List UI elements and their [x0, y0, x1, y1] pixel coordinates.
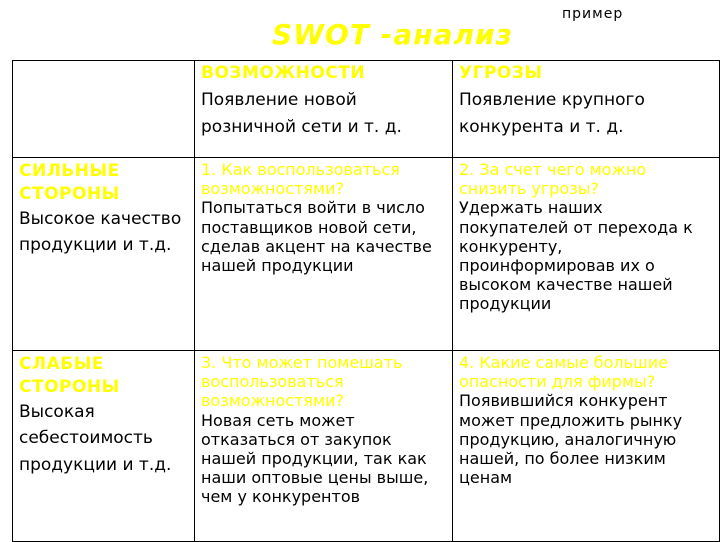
- weaknesses-title: СЛАБЫЕ СТОРОНЫ: [19, 354, 120, 397]
- opportunities-header-cell: [195, 61, 453, 158]
- wt-answer: Появившийся конкурент может предложить рынку продукцию, аналогичную нашей, по более низким ценам: [459, 391, 683, 488]
- wo-cell: [195, 351, 453, 542]
- threats-description: Появление крупного конкурента и т. д.: [459, 90, 645, 137]
- wo-question: 3. Что может помешать воспользоваться возможностями?: [201, 353, 403, 411]
- strengths-row: [13, 158, 720, 351]
- opportunities-title: ВОЗМОЖНОСТИ: [201, 63, 366, 83]
- threats-header-cell: [453, 61, 720, 158]
- example-label: пример: [562, 6, 624, 22]
- so-cell: [195, 158, 453, 351]
- swot-table: [12, 60, 720, 542]
- st-cell: [453, 158, 720, 351]
- opportunities-description: Появление новой розничной сети и т. д.: [201, 90, 402, 137]
- weaknesses-row: [13, 351, 720, 542]
- slide-title: SWOT -анализ: [272, 18, 513, 51]
- st-question: 2. За счет чего можно снизить угрозы?: [459, 160, 647, 199]
- wo-answer: Новая сеть может отказаться от закупок нашей продукции, так как наши оптовые цены выше, чем у конкурентов: [201, 410, 429, 507]
- strengths-title: СИЛЬНЫЕ СТОРОНЫ: [19, 161, 120, 204]
- wt-question: 4. Какие самые большие опасности для фирмы?: [459, 353, 668, 392]
- table-header-row: [13, 61, 720, 158]
- so-answer: Попытаться войти в число поставщиков новой сети, сделав акцент на качестве нашей продукции: [201, 198, 432, 275]
- weaknesses-description: Высокая себестоимость продукции и т.д.: [19, 401, 172, 475]
- empty-corner-cell: [13, 61, 195, 158]
- so-question: 1. Как воспользоваться возможностями?: [201, 160, 400, 199]
- weaknesses-header-cell: [13, 351, 195, 542]
- st-answer: Удержать наших покупателей от перехода к конкуренту, проинформировав их о высоком качестве нашей продукции: [459, 198, 693, 314]
- strengths-header-cell: [13, 158, 195, 351]
- strengths-description: Высокое качество продукции и т.д.: [19, 208, 182, 256]
- threats-title: УГРОЗЫ: [459, 63, 543, 83]
- wt-cell: [453, 351, 720, 542]
